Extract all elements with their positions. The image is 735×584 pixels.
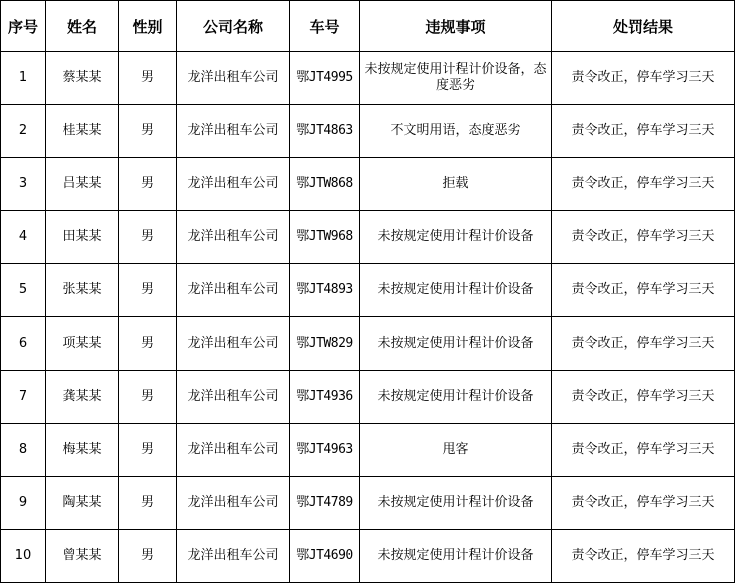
table-row bbox=[1, 529, 735, 582]
table-row bbox=[1, 158, 735, 211]
cell-plate: 鄂JT4863 bbox=[290, 105, 360, 158]
header-company: 公司名称 bbox=[177, 1, 290, 52]
cell-name: 张某某 bbox=[46, 264, 119, 317]
table-row bbox=[1, 105, 735, 158]
cell-name: 田某某 bbox=[46, 211, 119, 264]
cell-name: 项某某 bbox=[46, 317, 119, 370]
cell-violation: 未按规定使用计程计价设备，态度恶劣 bbox=[360, 52, 552, 105]
cell-index: 10 bbox=[1, 529, 46, 582]
cell-plate: 鄂JT4690 bbox=[290, 529, 360, 582]
header-penalty: 处罚结果 bbox=[552, 1, 735, 52]
cell-index: 2 bbox=[1, 105, 46, 158]
cell-name: 陶某某 bbox=[46, 476, 119, 529]
cell-gender: 男 bbox=[119, 52, 177, 105]
cell-name: 曾某某 bbox=[46, 529, 119, 582]
cell-index: 7 bbox=[1, 370, 46, 423]
cell-violation: 未按规定使用计程计价设备 bbox=[360, 370, 552, 423]
cell-penalty: 责令改正，停车学习三天 bbox=[552, 264, 735, 317]
table-row bbox=[1, 52, 735, 105]
table-row bbox=[1, 211, 735, 264]
cell-gender: 男 bbox=[119, 370, 177, 423]
header-name: 姓名 bbox=[46, 1, 119, 52]
cell-name: 蔡某某 bbox=[46, 52, 119, 105]
cell-penalty: 责令改正，停车学习三天 bbox=[552, 476, 735, 529]
table-row bbox=[1, 370, 735, 423]
header-index: 序号 bbox=[1, 1, 46, 52]
cell-index: 5 bbox=[1, 264, 46, 317]
cell-company: 龙洋出租车公司 bbox=[177, 317, 290, 370]
cell-violation: 未按规定使用计程计价设备 bbox=[360, 264, 552, 317]
cell-name: 桂某某 bbox=[46, 105, 119, 158]
cell-penalty: 责令改正，停车学习三天 bbox=[552, 52, 735, 105]
cell-name: 吕某某 bbox=[46, 158, 119, 211]
header-violation: 违规事项 bbox=[360, 1, 552, 52]
cell-penalty: 责令改正，停车学习三天 bbox=[552, 211, 735, 264]
cell-gender: 男 bbox=[119, 317, 177, 370]
cell-index: 4 bbox=[1, 211, 46, 264]
cell-company: 龙洋出租车公司 bbox=[177, 476, 290, 529]
cell-plate: 鄂JT4995 bbox=[290, 52, 360, 105]
cell-plate: 鄂JT4936 bbox=[290, 370, 360, 423]
cell-gender: 男 bbox=[119, 211, 177, 264]
cell-penalty: 责令改正，停车学习三天 bbox=[552, 529, 735, 582]
cell-gender: 男 bbox=[119, 105, 177, 158]
cell-gender: 男 bbox=[119, 476, 177, 529]
cell-plate: 鄂JT4893 bbox=[290, 264, 360, 317]
cell-violation: 拒载 bbox=[360, 158, 552, 211]
cell-index: 6 bbox=[1, 317, 46, 370]
cell-violation: 未按规定使用计程计价设备 bbox=[360, 476, 552, 529]
cell-gender: 男 bbox=[119, 423, 177, 476]
cell-penalty: 责令改正，停车学习三天 bbox=[552, 317, 735, 370]
cell-violation: 不文明用语，态度恶劣 bbox=[360, 105, 552, 158]
cell-index: 3 bbox=[1, 158, 46, 211]
table-row bbox=[1, 423, 735, 476]
table-row bbox=[1, 317, 735, 370]
table-row bbox=[1, 476, 735, 529]
cell-index: 9 bbox=[1, 476, 46, 529]
cell-index: 8 bbox=[1, 423, 46, 476]
cell-company: 龙洋出租车公司 bbox=[177, 529, 290, 582]
cell-company: 龙洋出租车公司 bbox=[177, 370, 290, 423]
cell-penalty: 责令改正，停车学习三天 bbox=[552, 370, 735, 423]
cell-company: 龙洋出租车公司 bbox=[177, 423, 290, 476]
cell-company: 龙洋出租车公司 bbox=[177, 158, 290, 211]
cell-company: 龙洋出租车公司 bbox=[177, 264, 290, 317]
table-row bbox=[1, 264, 735, 317]
cell-company: 龙洋出租车公司 bbox=[177, 211, 290, 264]
cell-violation: 未按规定使用计程计价设备 bbox=[360, 529, 552, 582]
cell-penalty: 责令改正，停车学习三天 bbox=[552, 423, 735, 476]
cell-penalty: 责令改正，停车学习三天 bbox=[552, 105, 735, 158]
cell-plate: 鄂JT4963 bbox=[290, 423, 360, 476]
header-plate: 车号 bbox=[290, 1, 360, 52]
cell-gender: 男 bbox=[119, 264, 177, 317]
table-body bbox=[1, 52, 735, 583]
cell-company: 龙洋出租车公司 bbox=[177, 105, 290, 158]
cell-name: 梅某某 bbox=[46, 423, 119, 476]
cell-index: 1 bbox=[1, 52, 46, 105]
cell-penalty: 责令改正，停车学习三天 bbox=[552, 158, 735, 211]
cell-plate: 鄂JTW868 bbox=[290, 158, 360, 211]
header-row bbox=[1, 1, 735, 52]
cell-violation: 甩客 bbox=[360, 423, 552, 476]
cell-plate: 鄂JT4789 bbox=[290, 476, 360, 529]
cell-plate: 鄂JTW829 bbox=[290, 317, 360, 370]
cell-name: 龚某某 bbox=[46, 370, 119, 423]
cell-violation: 未按规定使用计程计价设备 bbox=[360, 211, 552, 264]
header-gender: 性别 bbox=[119, 1, 177, 52]
cell-violation: 未按规定使用计程计价设备 bbox=[360, 317, 552, 370]
cell-gender: 男 bbox=[119, 158, 177, 211]
cell-gender: 男 bbox=[119, 529, 177, 582]
cell-plate: 鄂JTW968 bbox=[290, 211, 360, 264]
cell-company: 龙洋出租车公司 bbox=[177, 52, 290, 105]
